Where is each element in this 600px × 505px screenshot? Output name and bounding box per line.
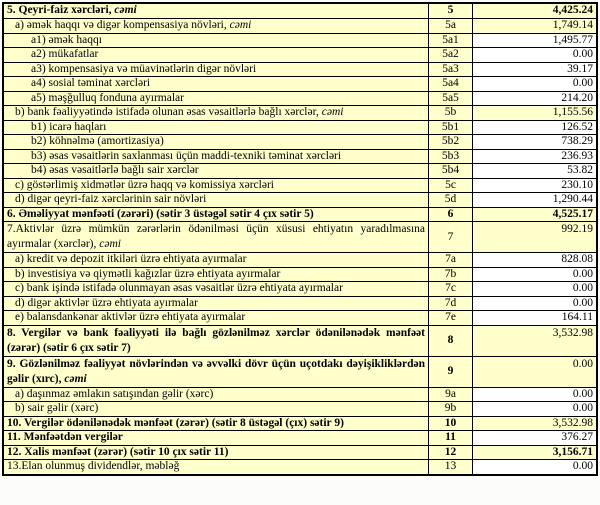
row-label: 11. Mənfəətdən vergilər [7, 431, 123, 444]
row-label: c) göstərlimiş xidmətlər üzrə haqq və komissiya xərcləri [15, 178, 274, 191]
row-label-text [15, 253, 425, 267]
row-code: 5b3 [428, 149, 472, 164]
row-value: 0.00 [472, 267, 596, 282]
row-code: 12 [428, 445, 472, 460]
row-label-cell [4, 221, 428, 252]
row-code: 5b1 [428, 120, 472, 135]
row-value: 828.08 [472, 252, 596, 267]
row-label: 5. Qeyri-faiz xərcləri, [7, 4, 115, 17]
row-label-cell [4, 120, 428, 135]
row-label-text [7, 222, 425, 252]
row-label-text [15, 282, 425, 296]
row-label-text [7, 460, 425, 474]
row-label-text [31, 92, 425, 106]
row-value: 0.00 [472, 296, 596, 311]
row-label-text [7, 357, 425, 387]
row-code: 9b [428, 401, 472, 416]
row-label-text [31, 150, 425, 164]
row-label-text [15, 268, 425, 282]
row-value: 0.00 [472, 76, 596, 91]
row-label-cell [4, 178, 428, 193]
row-code: 5a3 [428, 62, 472, 77]
row-label-cell [4, 207, 428, 222]
row-value: 0.00 [472, 356, 596, 387]
row-label-text [15, 402, 425, 416]
row-value: 126.52 [472, 120, 596, 135]
row-label-suffix: cəmi [114, 4, 137, 17]
row-label-text [31, 135, 425, 149]
row-label: a5) məşğulluq fonduna ayırmalar [31, 91, 184, 104]
row-label-cell [4, 91, 428, 106]
row-label-cell [4, 296, 428, 311]
row-label: a4) sosial təminat xərcləri [31, 77, 151, 90]
row-label-text [31, 164, 425, 178]
row-label-cell [4, 33, 428, 48]
row-label-cell [4, 445, 428, 460]
row-label-cell [4, 163, 428, 178]
row-code: 13 [428, 459, 472, 474]
row-code: 5d [428, 192, 472, 207]
row-code: 8 [428, 325, 472, 356]
row-value: 1,290.44 [472, 192, 596, 207]
row-value: 1,495.77 [472, 33, 596, 48]
row-code: 5b [428, 105, 472, 120]
row-value: 39.17 [472, 62, 596, 77]
row-label-cell [4, 401, 428, 416]
row-code: 6 [428, 207, 472, 222]
row-value: 0.00 [472, 459, 596, 474]
row-label-text [7, 446, 425, 460]
row-label-text [7, 417, 425, 431]
row-label: a3) kompensasiya və müavinətlərin digər növləri [31, 62, 257, 75]
row-code: 5a2 [428, 47, 472, 62]
row-label: a) daşınmaz əmlakın satışından gəlir (xərc) [15, 387, 214, 400]
row-label: d) digər aktivlər üzrə ehtiyata ayırmalar [15, 296, 198, 309]
row-label-text [7, 4, 425, 18]
row-label-text [15, 297, 425, 311]
row-label-cell [4, 252, 428, 267]
row-label-cell [4, 459, 428, 474]
row-code: 7c [428, 281, 472, 296]
row-label-suffix: cəmi [229, 19, 252, 32]
row-label: a1) əmək haqqı [31, 33, 102, 46]
row-code: 5a5 [428, 91, 472, 106]
row-label-text [15, 193, 425, 207]
row-label-cell [4, 192, 428, 207]
row-code: 7d [428, 296, 472, 311]
row-label: 6. Əməliyyat mənfəəti (zərəri) (sətir 3 üstəgəl sətir 4 çıx sətir 5) [7, 207, 314, 220]
row-value: 4,425.24 [472, 4, 596, 18]
row-code: 10 [428, 416, 472, 431]
row-label-text [7, 208, 425, 222]
row-label: b3) əsas vəsaitlərin saxlanması üçün maddi-texniki təminat xərcləri [31, 149, 342, 162]
row-label-cell [4, 47, 428, 62]
row-label-text [31, 34, 425, 48]
row-label: 8. Vergilər və bank fəaliyyəti ilə bağlı gözlənilməz xərclər ödənilənədək mənfəət (zərər) (sətir 6 çıx sətir 7) [7, 326, 425, 354]
row-label: a2) mükafatlar [31, 48, 99, 61]
row-code: 5a4 [428, 76, 472, 91]
row-label-cell [4, 267, 428, 282]
row-label: d) digər qeyri-faiz xərclərinin sair növləri [15, 193, 207, 206]
row-value: 3,532.98 [472, 325, 596, 356]
row-code: 5a [428, 18, 472, 33]
row-label-cell [4, 356, 428, 387]
row-value: 236.93 [472, 149, 596, 164]
row-code: 7e [428, 310, 472, 325]
row-label: b1) icarə haqları [31, 120, 107, 133]
row-label: b) investisiya və qiymətli kağızlar üzrə ehtiyata ayırmalar [15, 267, 281, 280]
row-label-cell [4, 416, 428, 431]
row-value: 0.00 [472, 387, 596, 402]
row-label-text [15, 179, 425, 193]
row-label-cell [4, 18, 428, 33]
row-code: 9 [428, 356, 472, 387]
row-label: 13.Elan olunmuş dividendlər, məbləğ [7, 460, 180, 473]
row-label: a) kredit və depozit itkiləri üzrə ehtiyata ayırmalar [15, 253, 247, 266]
row-label-suffix: cəmi [64, 372, 87, 385]
row-label-text [15, 106, 425, 120]
row-label: 9. Gözlənilməz fəaliyyət növlərindən və əvvəlki dövr üçün uçotdakı dəyişikliklərdən gəlir (xırc), [7, 357, 425, 385]
row-label: 7.Aktivlər üzrə mümkün zərərlərin ödənilməsi üçün xüsusi ehtiyatın yaradılmasına ayırmalar (xərclər), [7, 223, 425, 251]
row-value: 1,749.14 [472, 18, 596, 33]
row-code: 5a1 [428, 33, 472, 48]
row-value: 3,156.71 [472, 445, 596, 460]
row-code: 5 [428, 4, 472, 18]
row-value: 738.29 [472, 134, 596, 149]
row-code: 11 [428, 430, 472, 445]
row-code: 5c [428, 178, 472, 193]
row-label-cell [4, 62, 428, 77]
row-value: 230.10 [472, 178, 596, 193]
row-label-cell [4, 105, 428, 120]
row-code: 5b4 [428, 163, 472, 178]
row-label-text [31, 121, 425, 135]
row-label-text [31, 63, 425, 77]
row-label-cell [4, 387, 428, 402]
row-label: b4) əsas vəsaitlərlə bağlı sair xərclər [31, 164, 199, 177]
row-label-cell [4, 430, 428, 445]
row-code: 7b [428, 267, 472, 282]
row-value: 4,525.17 [472, 207, 596, 222]
row-label-cell [4, 281, 428, 296]
row-label-text [31, 48, 425, 62]
row-value: 53.82 [472, 163, 596, 178]
row-label: 10. Vergilər ödənilənədək mənfəət (zərər) (sətir 8 üstəgəl (çıx) sətir 9) [7, 416, 344, 429]
row-code: 7a [428, 252, 472, 267]
row-label-cell [4, 310, 428, 325]
row-label: a) əmək haqqı və digər kompensasiya növləri, [15, 19, 230, 32]
row-label-suffix: cəmi [99, 238, 121, 251]
row-label-cell [4, 76, 428, 91]
row-label: b2) köhnəlmə (amortizasiya) [31, 135, 164, 148]
row-code: 9a [428, 387, 472, 402]
row-code: 5b2 [428, 134, 472, 149]
row-label-text [7, 326, 425, 356]
row-label-cell [4, 134, 428, 149]
row-label-text [15, 311, 425, 325]
row-label-suffix: cəmi [321, 106, 344, 119]
row-value: 0.00 [472, 47, 596, 62]
row-value: 214.20 [472, 91, 596, 106]
row-label-cell [4, 4, 428, 18]
row-value: 164.11 [472, 310, 596, 325]
row-label: e) balansdankənar aktivlər üzrə ehtiyata ayırmalar [15, 311, 246, 324]
row-label-text [31, 77, 425, 91]
row-value: 992.19 [472, 221, 596, 252]
row-label-text [15, 19, 425, 33]
row-value: 3,532.98 [472, 416, 596, 431]
row-value: 0.00 [472, 281, 596, 296]
row-label-text [7, 431, 425, 445]
row-label: b) bank fəaliyyətində istifadə olunan əsas vəsaitlərlə bağlı xərclər, [15, 106, 322, 119]
row-value: 1,155.56 [472, 105, 596, 120]
row-code: 7 [428, 221, 472, 252]
row-label-cell [4, 325, 428, 356]
row-label: c) bank işində istifadə olunmayan əsas vəsaitlər üzrə ehtiyata ayırmalar [15, 282, 343, 295]
income-statement-table [2, 2, 598, 476]
row-value: 0.00 [472, 401, 596, 416]
row-value: 376.27 [472, 430, 596, 445]
row-label-text [15, 388, 425, 402]
row-label-cell [4, 149, 428, 164]
row-label: b) sair gəlir (xərc) [15, 402, 99, 415]
row-label: 12. Xalis mənfəət (zərər) (sətir 10 çıx sətir 11) [7, 445, 229, 458]
